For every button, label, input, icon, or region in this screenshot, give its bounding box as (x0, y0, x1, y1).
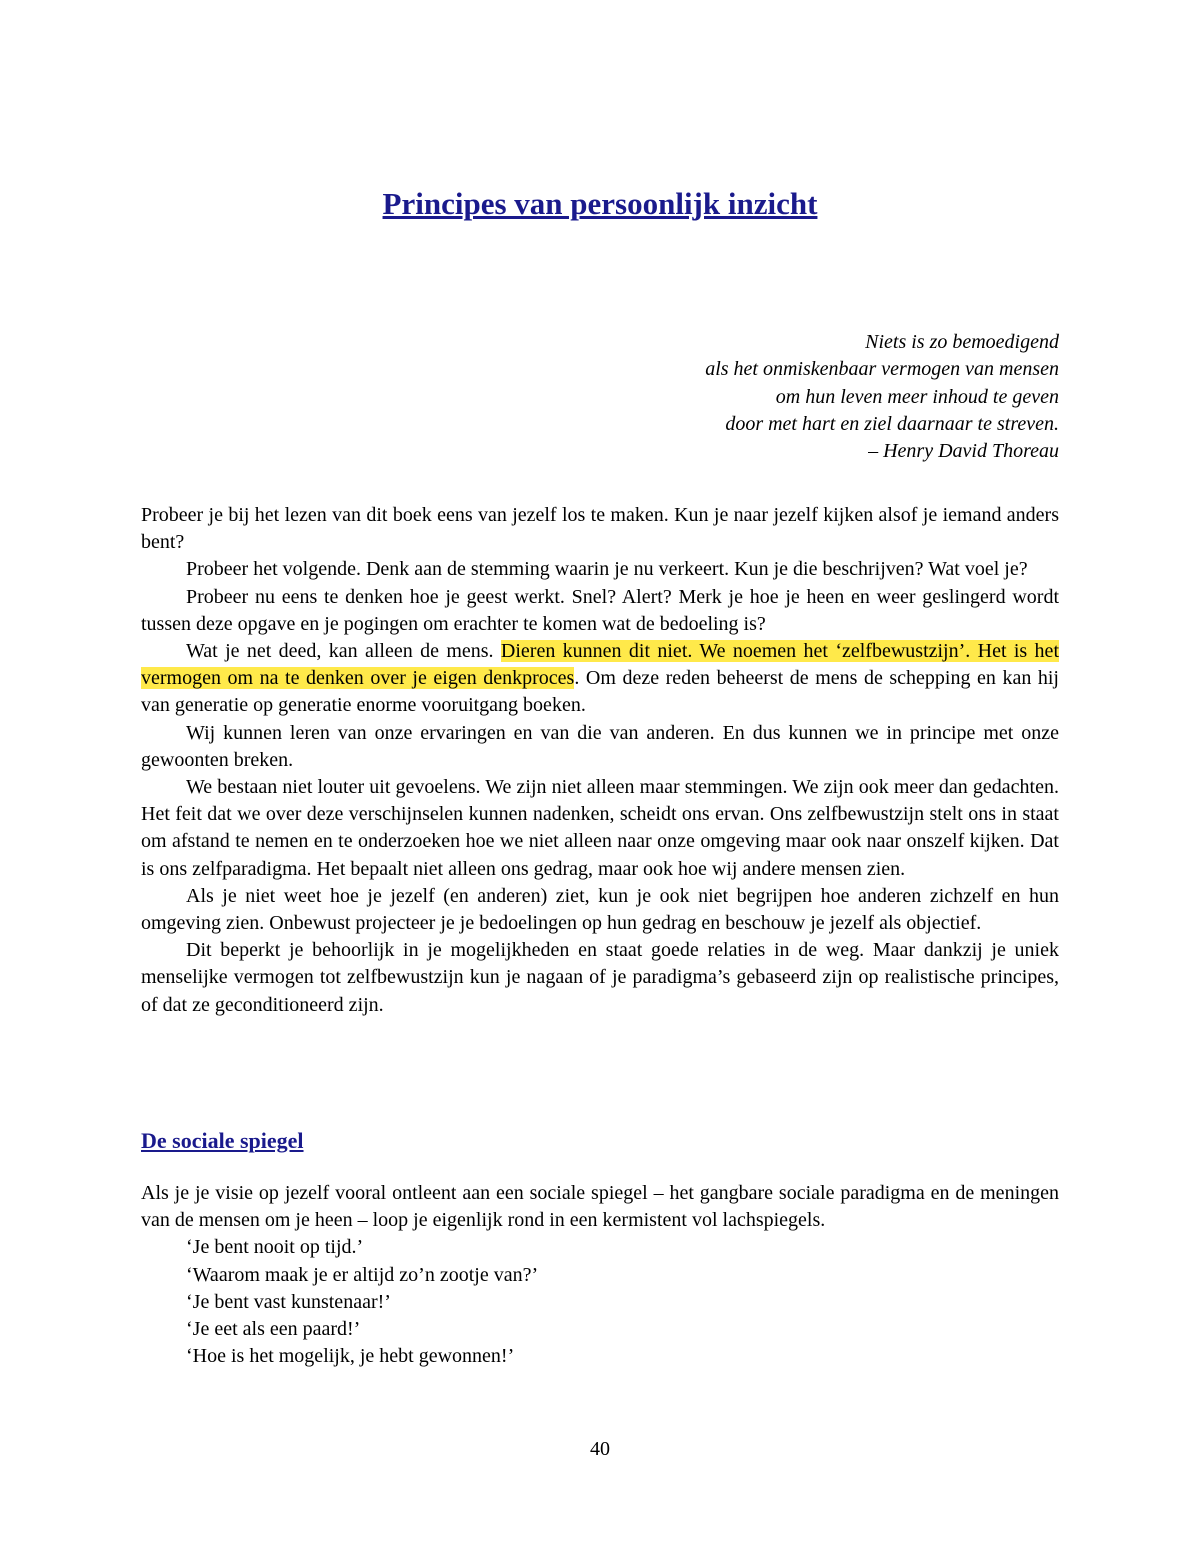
epigraph-line: om hun leven meer inhoud te geven (775, 385, 1059, 408)
paragraph-text: . Om deze reden beheerst de mens de schepping en kan hij van generatie op generatie enorme vooruitgang boeken. (141, 667, 1059, 717)
paragraph: Wij kunnen leren van onze ervaringen en van die van anderen. En dus kunnen we in principe met onze gewoonten breken. (141, 721, 1059, 771)
paragraph: Probeer je bij het lezen van dit boek eens van jezelf los te maken. Kun je naar jezelf kijken alsof je iemand anders bent? (141, 504, 1059, 554)
quote-line: ‘Waarom maak je er altijd zo’n zootje van?’ (186, 1263, 539, 1286)
section-body (141, 1180, 1059, 1370)
section-heading: De sociale spiegel (141, 1128, 304, 1153)
paragraph-text: Wat je net deed, kan alleen de mens. (186, 640, 501, 663)
epigraph-line: door met hart en ziel daarnaar te streven. (725, 412, 1059, 435)
paragraph: Als je niet weet hoe je jezelf (en anderen) ziet, kun je ook niet begrijpen hoe anderen zichzelf en hun omgeving zien. Onbewust projecteer je je bedoelingen op hun gedrag en beschouw je jezelf als objectief. (141, 884, 1059, 935)
paragraph: Dit beperkt je behoorlijk in je mogelijkheden en staat goede relaties in de weg. Maar dankzij je uniek menselijke vermogen tot zelfbewustzijn kun je nagaan of je paradigma’s gebaseerd zijn op realistische principes, of dat ze geconditioneerd zijn. (141, 939, 1059, 1016)
page-title: Principes van persoonlijk inzicht (382, 186, 818, 221)
quote-line: ‘Hoe is het mogelijk, je hebt gewonnen!’ (186, 1345, 515, 1368)
paragraph: Probeer nu eens te denken hoe je geest werkt. Snel? Alert? Merk je hoe je heen en weer geslingerd wordt tussen deze opgave en je pogingen om erachter te komen wat de bedoeling is? (141, 585, 1059, 635)
highlighted-text: Dieren kunnen dit niet. We noemen het ‘zelfbewustzijn’. Het is het vermogen om na te denken over je eigen denkproces (141, 640, 1059, 690)
epigraph-quote (359, 329, 1059, 465)
quote-line: ‘Je eet als een paard!’ (186, 1318, 361, 1341)
page-number: 40 (590, 1438, 610, 1460)
epigraph-attribution: – Henry David Thoreau (868, 440, 1059, 463)
body-text (141, 502, 1059, 1019)
paragraph: Probeer het volgende. Denk aan de stemming waarin je nu verkeert. Kun je die beschrijven? Wat voel je? (186, 558, 1028, 581)
quote-line: ‘Je bent vast kunstenaar!’ (186, 1290, 391, 1313)
epigraph-line: Niets is zo bemoedigend (865, 331, 1059, 353)
paragraph: We bestaan niet louter uit gevoelens. We zijn niet alleen maar stemmingen. We zijn ook meer dan gedachten. Het feit dat we over deze verschijnselen kunnen nadenken, scheidt ons ervan. Ons zelfbewustzijn stelt ons in staat om afstand te nemen en te onderzoeken hoe we niet alleen naar onze omgeving maar ook naar onszelf kijken. Dat is ons zelfparadigma. Het bepaalt niet alleen ons gedrag, maar ook hoe wij andere mensen zien. (141, 776, 1059, 880)
paragraph-highlighted (141, 638, 1059, 720)
paragraph: Als je je visie op jezelf vooral ontleent aan een sociale spiegel – het gangbare sociale paradigma en de meningen van de mensen om je heen – loop je eigenlijk rond in een kermistent vol lachspiegels. (141, 1182, 1059, 1232)
epigraph-line: als het onmiskenbaar vermogen van mensen (705, 358, 1059, 381)
quote-line: ‘Je bent nooit op tijd.’ (186, 1236, 364, 1259)
